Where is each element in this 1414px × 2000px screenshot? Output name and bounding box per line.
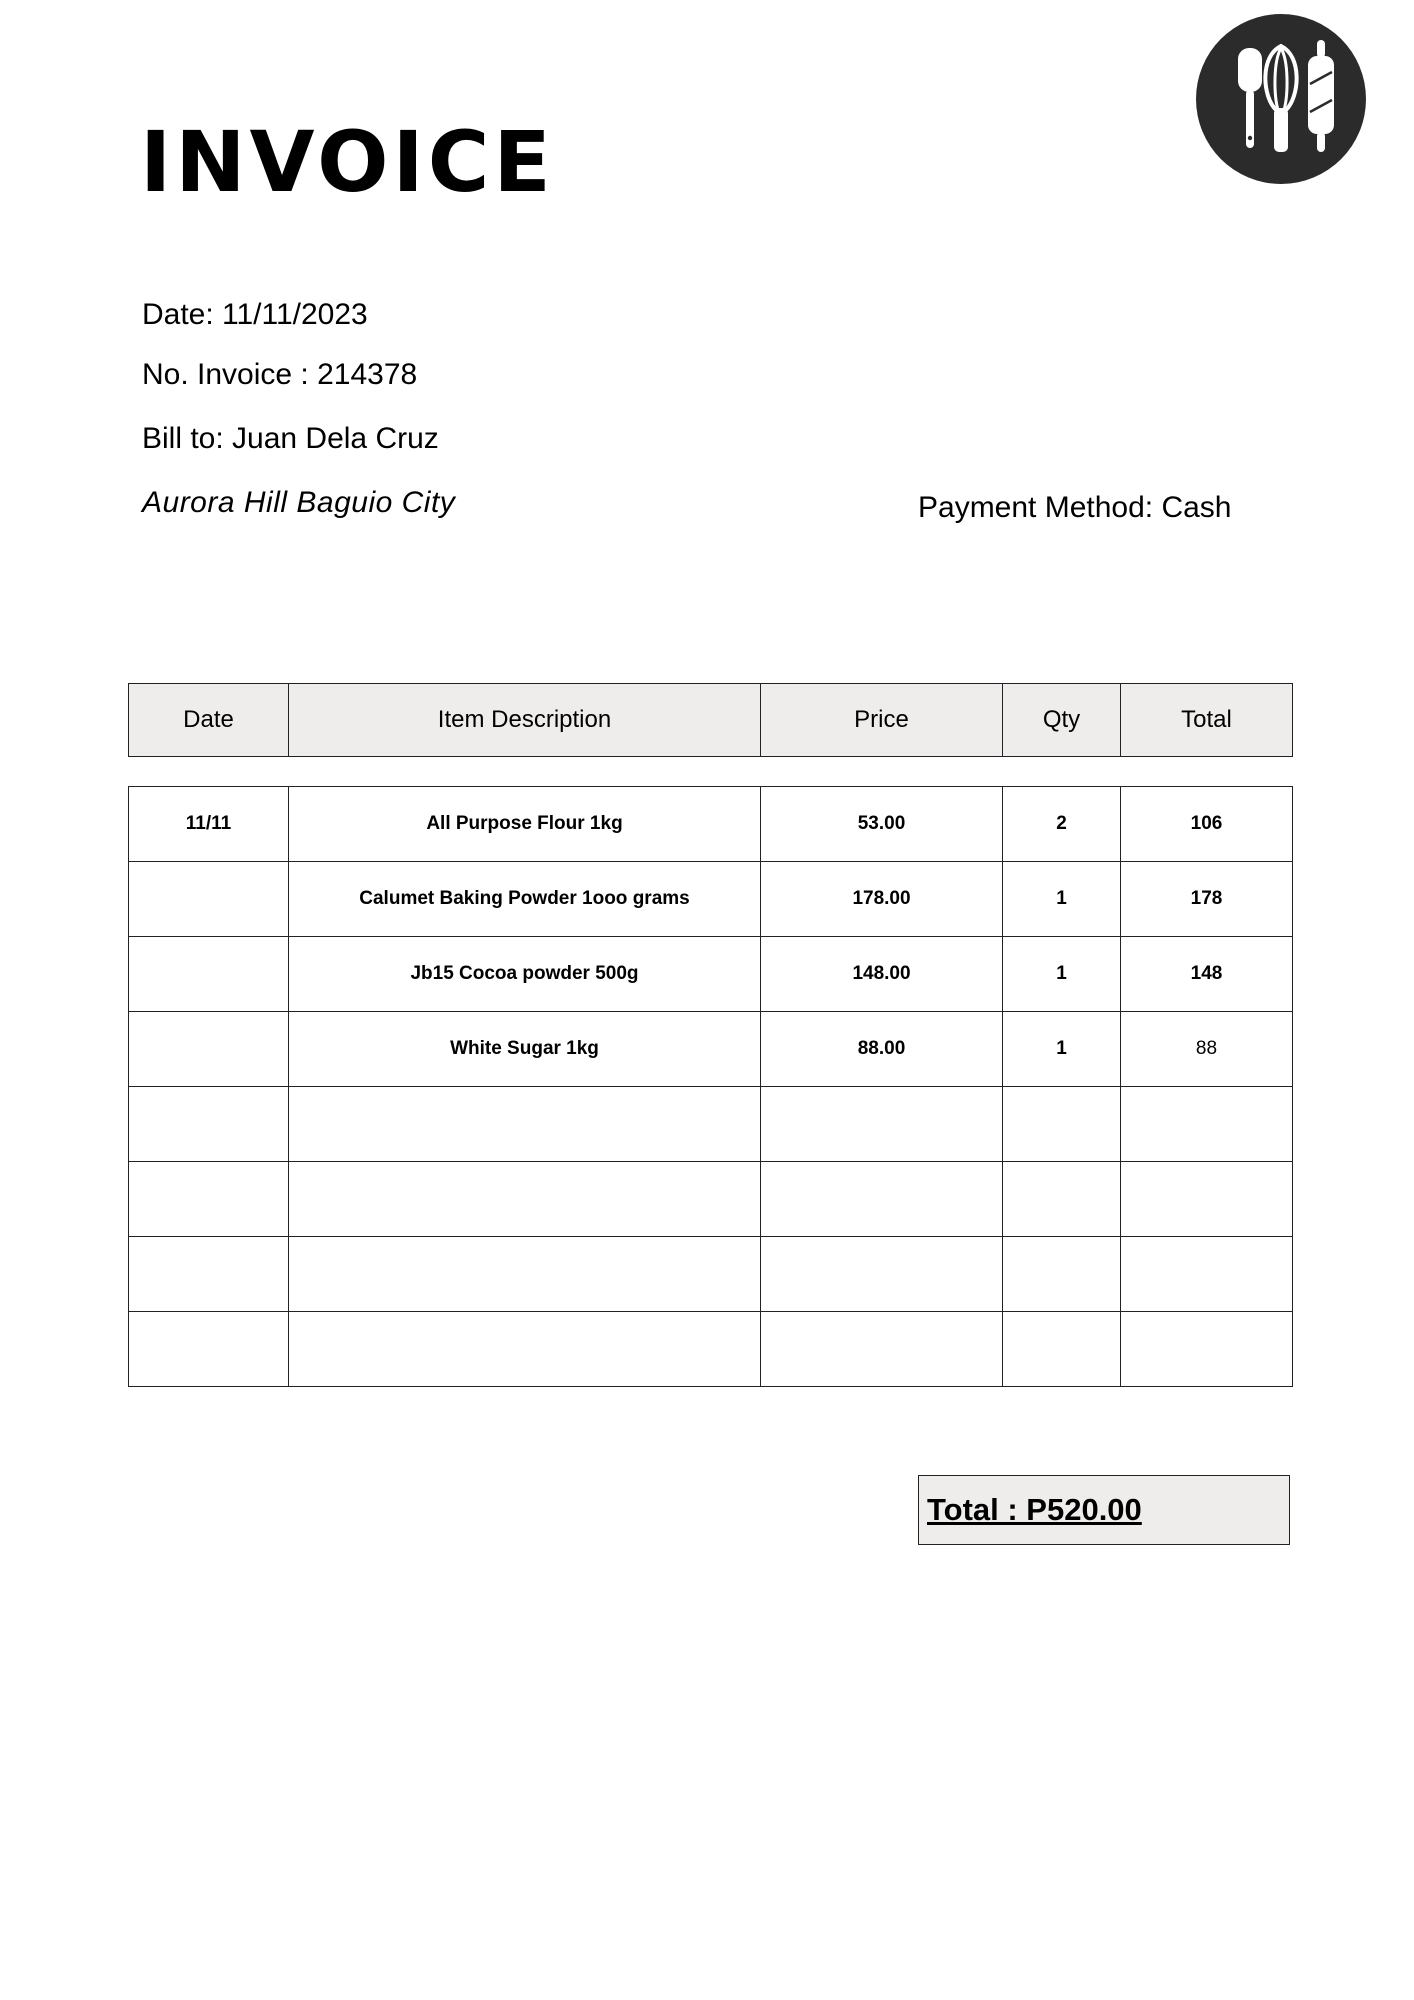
column-header-date: Date [129, 684, 289, 757]
table-row [129, 862, 1293, 937]
cell-price: 178.00 [761, 862, 1003, 937]
column-header-price: Price [761, 684, 1003, 757]
cell-date [129, 1162, 289, 1237]
cell-qty: 1 [1003, 937, 1121, 1012]
items-table [128, 786, 1293, 1387]
cell-qty [1003, 1312, 1121, 1387]
cell-description [289, 1237, 761, 1312]
cell-total [1121, 1312, 1293, 1387]
table-row [129, 1162, 1293, 1237]
column-header-qty: Qty [1003, 684, 1121, 757]
cell-price: 148.00 [761, 937, 1003, 1012]
table-row [129, 937, 1293, 1012]
cell-qty: 2 [1003, 787, 1121, 862]
column-header-total: Total [1121, 684, 1293, 757]
cell-qty: 1 [1003, 1012, 1121, 1087]
grand-total-box [918, 1475, 1290, 1545]
cell-date [129, 937, 289, 1012]
invoice-title: INVOICE [140, 113, 555, 211]
table-row [129, 1087, 1293, 1162]
cell-total: 88 [1121, 1012, 1293, 1087]
cell-price: 88.00 [761, 1012, 1003, 1087]
cell-total: 106 [1121, 787, 1293, 862]
billing-address: Aurora Hill Baguio City [142, 486, 456, 519]
cell-date [129, 1312, 289, 1387]
cell-qty [1003, 1237, 1121, 1312]
bill-to: Bill to: Juan Dela Cruz [142, 422, 439, 455]
table-row [129, 1012, 1293, 1087]
table-row [129, 787, 1293, 862]
cell-description: Jb15 Cocoa powder 500g [289, 937, 761, 1012]
cell-description [289, 1087, 761, 1162]
table-header [128, 683, 1293, 757]
cell-total [1121, 1237, 1293, 1312]
cell-qty: 1 [1003, 862, 1121, 937]
payment-method: Payment Method: Cash [918, 491, 1232, 524]
cell-qty [1003, 1087, 1121, 1162]
cell-description: All Purpose Flour 1kg [289, 787, 761, 862]
cell-total: 148 [1121, 937, 1293, 1012]
cell-total [1121, 1087, 1293, 1162]
cell-description: Calumet Baking Powder 1ooo grams [289, 862, 761, 937]
grand-total: Total : P520.00 [927, 1492, 1142, 1527]
cell-price: 53.00 [761, 787, 1003, 862]
header-row [129, 684, 1293, 757]
invoice-number: No. Invoice : 214378 [142, 358, 418, 391]
baking-utensils-icon [1196, 14, 1366, 184]
cell-price [761, 1087, 1003, 1162]
cell-price [761, 1237, 1003, 1312]
cell-date: 11/11 [129, 787, 289, 862]
cell-price [761, 1162, 1003, 1237]
cell-date [129, 1012, 289, 1087]
cell-total [1121, 1162, 1293, 1237]
invoice-date: Date: 11/11/2023 [142, 298, 368, 331]
column-header-description: Item Description [289, 684, 761, 757]
cell-total: 178 [1121, 862, 1293, 937]
cell-description [289, 1312, 761, 1387]
cell-date [129, 862, 289, 937]
cell-description [289, 1162, 761, 1237]
cell-description: White Sugar 1kg [289, 1012, 761, 1087]
logo [1196, 14, 1366, 184]
cell-price [761, 1312, 1003, 1387]
table-row [129, 1312, 1293, 1387]
cell-qty [1003, 1162, 1121, 1237]
table-row [129, 1237, 1293, 1312]
cell-date [129, 1087, 289, 1162]
cell-date [129, 1237, 289, 1312]
